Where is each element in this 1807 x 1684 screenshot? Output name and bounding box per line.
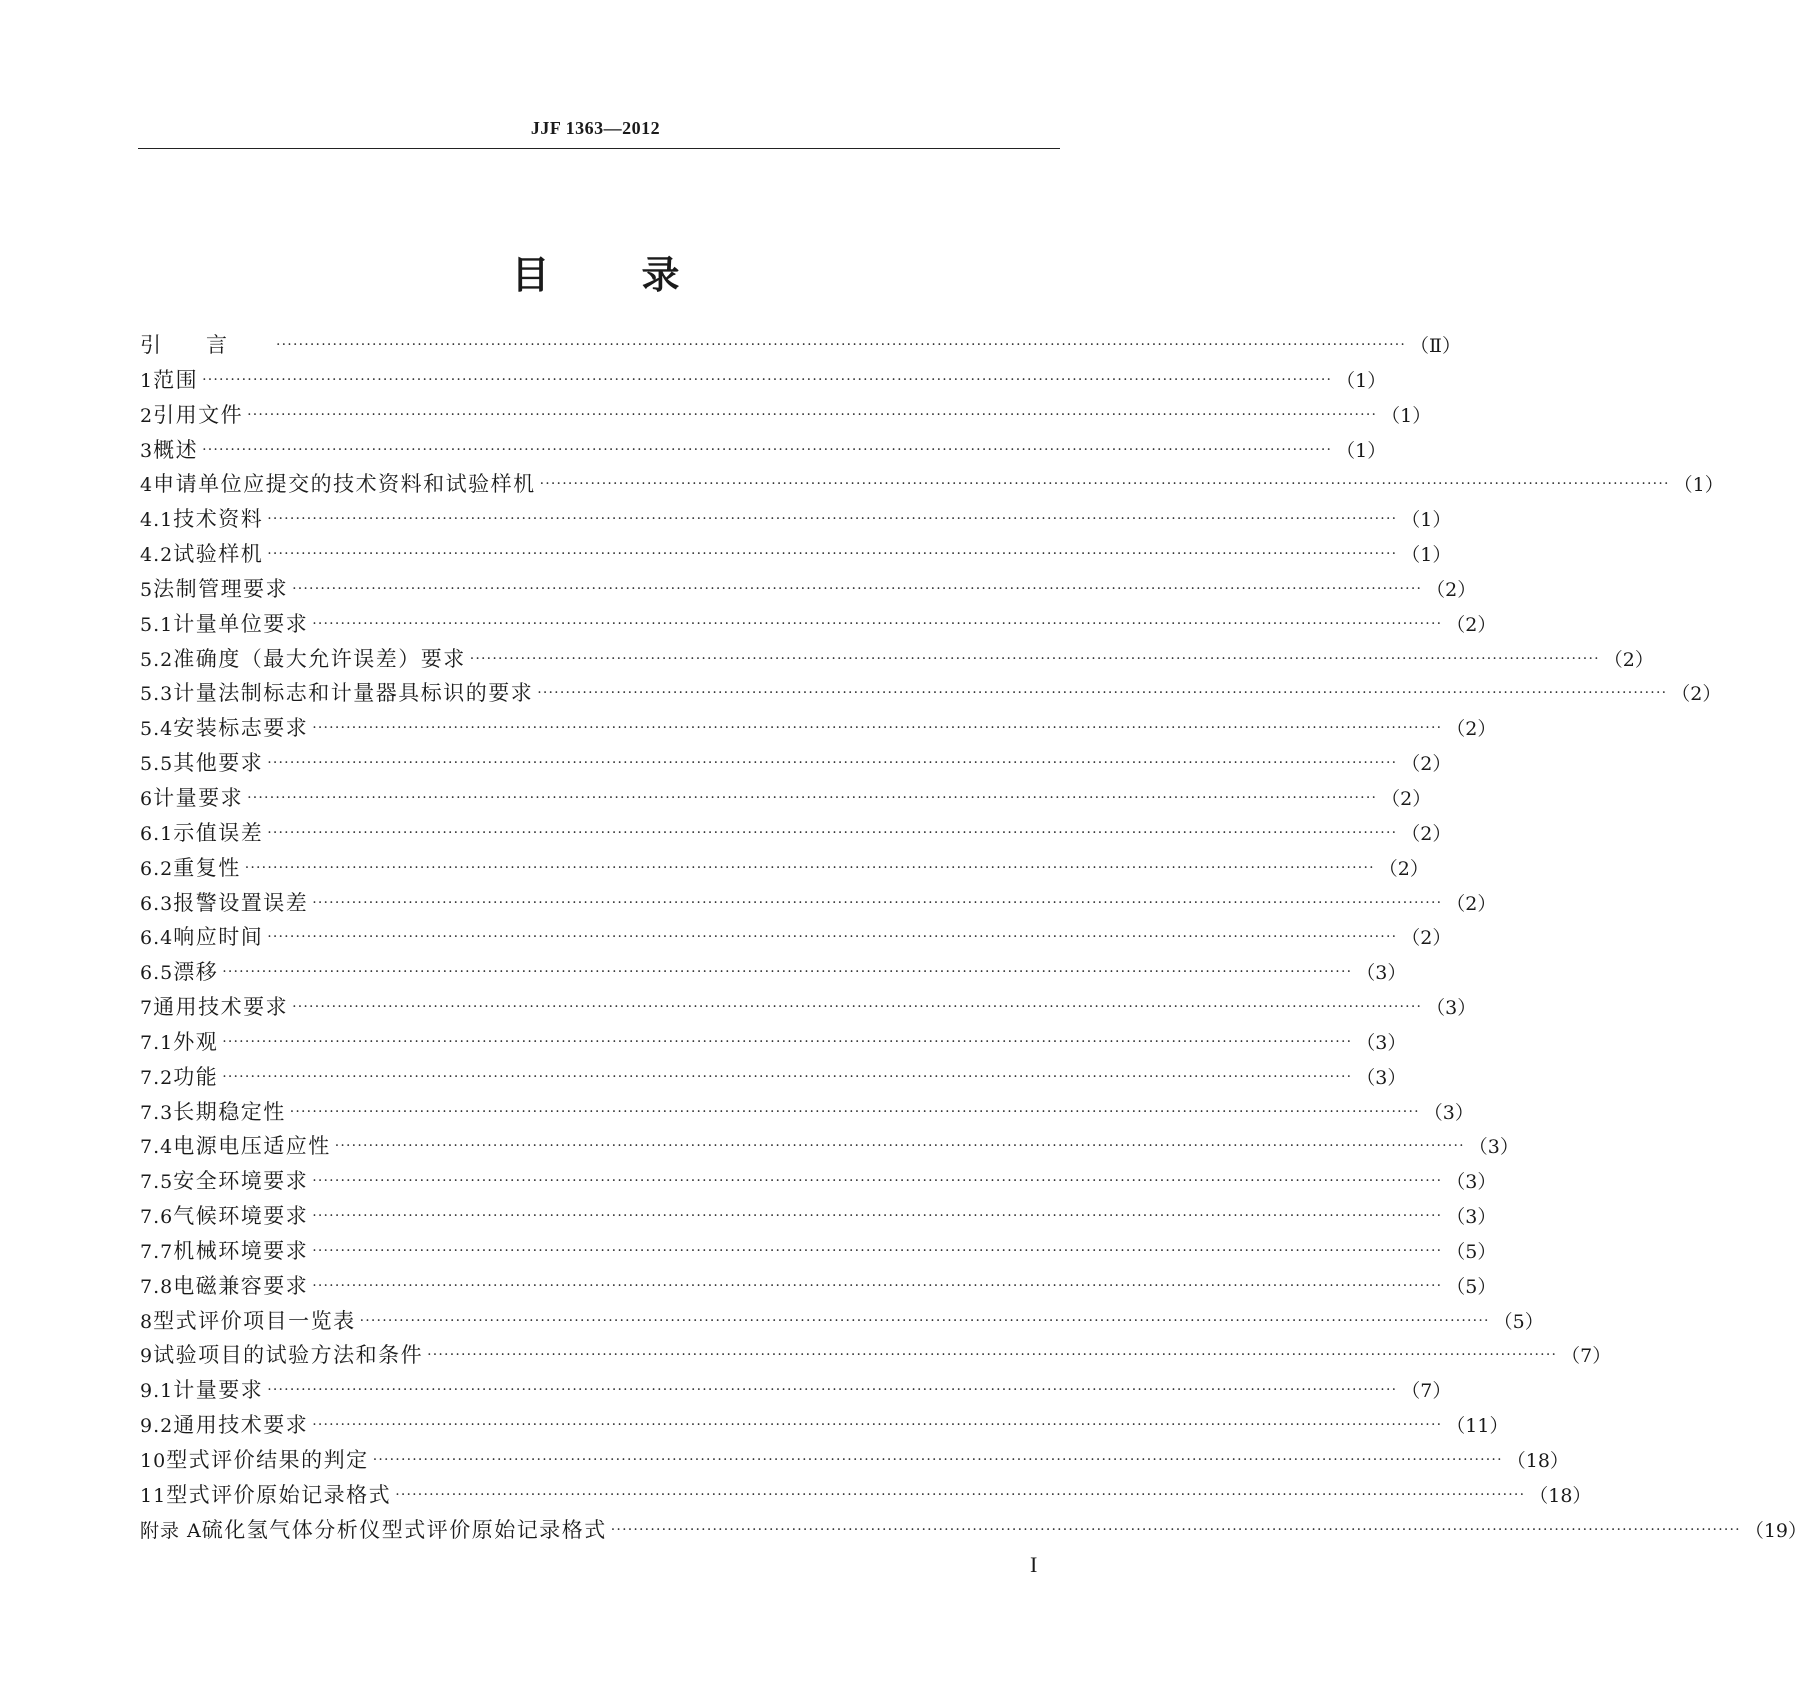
toc-entry[interactable] (140, 1025, 1407, 1060)
toc-entry-title: 机械环境要求 (173, 1238, 309, 1263)
toc-entry-number: 11 (140, 1484, 167, 1507)
toc-entry-number: 7.1 (140, 1031, 174, 1054)
toc-entry-page: （3） (1423, 1101, 1474, 1124)
toc-entry-page: （2） (1401, 927, 1452, 950)
toc-leader-dots: ········································································································································································································ (267, 546, 1398, 563)
toc-entry[interactable] (140, 920, 1452, 955)
toc-entry-page: （1） (1673, 474, 1724, 497)
toc-entry-number: 5.2 (140, 648, 174, 671)
toc-entry-title: 重复性 (173, 855, 241, 880)
header-rule (138, 148, 1060, 149)
toc-entry[interactable] (140, 572, 1477, 607)
toc-entry-number: 3 (140, 439, 154, 462)
toc-entry-number: 6.4 (140, 927, 174, 950)
toc-entry-title: 长期稳定性 (173, 1099, 286, 1124)
document-code-header: JJF 1363—2012 (530, 118, 661, 138)
toc-entry[interactable] (140, 1199, 1497, 1234)
toc-leader-dots: ········································································································································································································ (312, 894, 1443, 911)
toc-entry-number: 7.4 (140, 1136, 174, 1159)
toc-entry-number: 4 (140, 474, 154, 497)
toc-entry[interactable] (140, 955, 1407, 990)
toc-entry[interactable] (140, 1234, 1497, 1269)
toc-entry-page: （1） (1401, 509, 1452, 532)
toc-leader-dots: ········································································································································································································ (395, 1486, 1526, 1503)
toc-leader-dots: ········································································································································································································ (312, 720, 1443, 737)
toc-entry[interactable] (140, 502, 1452, 537)
page-number: I (1030, 1552, 1038, 1577)
toc-entry-number: 7 (140, 997, 154, 1020)
toc-entry-number: 4.2 (140, 544, 174, 567)
toc-entry-title: 通用技术要求 (153, 995, 289, 1020)
toc-entry[interactable] (140, 816, 1452, 851)
toc-entry-page: （2） (1401, 753, 1452, 776)
toc-entry[interactable] (140, 851, 1429, 886)
toc-leader-dots: ········································································································································································································ (312, 1173, 1443, 1190)
toc-entry[interactable] (140, 1408, 1509, 1443)
toc-entry-title: 电磁兼容要求 (173, 1273, 309, 1298)
toc-entry-title: 引言 (140, 333, 272, 357)
toc-entry[interactable] (140, 990, 1477, 1025)
toc-entry-title: 报警设置误差 (173, 890, 309, 915)
toc-entry[interactable] (140, 363, 1387, 398)
title-char-2: 录 (641, 253, 680, 297)
toc-leader-dots: ········································································································································································································ (267, 1382, 1398, 1399)
toc-entry-page: （2） (1401, 822, 1452, 845)
toc-entry-title: 安全环境要求 (173, 1169, 309, 1194)
toc-entry-number: 5.4 (140, 718, 174, 741)
toc-leader-dots: ········································································································································································································ (267, 929, 1398, 946)
toc-entry-title: 型式评价原始记录格式 (166, 1482, 392, 1507)
toc-entry-number: 5.5 (140, 753, 174, 776)
toc-entry-page: （1） (1336, 369, 1387, 392)
toc-entry-title: 型式评价项目一览表 (153, 1308, 356, 1333)
toc-entry-page: （2） (1381, 787, 1432, 810)
toc-entry-page: （11） (1446, 1415, 1509, 1438)
toc-entry-number: 4.1 (140, 509, 174, 532)
toc-entry-page: （2） (1378, 857, 1429, 880)
toc-entry-page: （7） (1401, 1380, 1452, 1403)
toc-entry-title: 法制管理要求 (153, 576, 289, 601)
toc-entry[interactable] (140, 1095, 1474, 1130)
toc-entry[interactable] (140, 746, 1452, 781)
toc-entry-title: 概述 (153, 437, 199, 462)
toc-entry-page: （18） (1506, 1450, 1569, 1472)
toc-leader-dots: ········································································································································································································ (267, 511, 1398, 528)
toc-leader-dots: ········································································································································································································ (267, 755, 1398, 772)
toc-entry[interactable] (140, 1304, 1544, 1339)
toc-entry-title: 引用文件 (153, 402, 244, 427)
toc-entry[interactable] (140, 642, 1654, 677)
toc-entry-title: 试验项目的试验方法和条件 (153, 1343, 424, 1368)
toc-entry-title: 气候环境要求 (173, 1204, 309, 1229)
toc-entry-title: 型式评价结果的判定 (166, 1448, 369, 1472)
toc-entry[interactable] (140, 1338, 1612, 1373)
toc-entry[interactable] (140, 886, 1497, 921)
toc-entry[interactable] (140, 398, 1432, 433)
table-of-contents (140, 328, 1807, 1548)
toc-entry-number: 9.2 (140, 1415, 174, 1438)
toc-entry-number: 7.8 (140, 1275, 174, 1298)
toc-entry-page: （3） (1468, 1136, 1519, 1159)
toc-entry-title: 计量单位要求 (173, 611, 309, 636)
toc-entry-title: 计量要求 (153, 785, 244, 810)
toc-entry-title: 通用技术要求 (173, 1413, 309, 1438)
toc-entry[interactable] (140, 607, 1497, 642)
toc-leader-dots: ········································································································································································································ (539, 476, 1670, 493)
toc-entry[interactable] (140, 1164, 1497, 1199)
toc-entry-title: 漂移 (173, 960, 219, 985)
toc-entry-number: 1 (140, 369, 154, 392)
toc-entry[interactable] (140, 1443, 1569, 1478)
toc-leader-dots: ········································································································································································································ (312, 1242, 1443, 1259)
toc-entry[interactable] (140, 1060, 1407, 1095)
toc-entry-title: 准确度（最大允许误差）要求 (173, 646, 466, 671)
toc-entry[interactable] (140, 711, 1497, 746)
toc-leader-dots: ········································································································································································································ (222, 964, 1353, 981)
toc-entry-number: 6.2 (140, 857, 174, 880)
toc-entry-number: 7.5 (140, 1171, 174, 1194)
toc-entry[interactable] (140, 433, 1387, 468)
toc-entry-number: 5.3 (140, 683, 174, 706)
toc-entry[interactable] (140, 1513, 1807, 1548)
toc-entry-page: （7） (1561, 1345, 1612, 1368)
toc-entry-page: （2） (1426, 578, 1477, 601)
toc-leader-dots: ········································································································································································································ (312, 1417, 1443, 1434)
toc-entry-title: 试验样机 (173, 542, 264, 567)
toc-entry-page: （3） (1356, 962, 1407, 985)
toc-entry-title: 申请单位应提交的技术资料和试验样机 (153, 472, 536, 497)
toc-entry-page: （3） (1356, 1066, 1407, 1089)
toc-entry-number: 7.6 (140, 1206, 174, 1229)
toc-leader-dots: ········································································································································································································ (222, 1033, 1353, 1050)
toc-leader-dots: ········································································································································································································ (222, 1068, 1353, 1085)
toc-entry-page: （2） (1446, 892, 1497, 915)
toc-entry[interactable] (140, 676, 1722, 711)
toc-entry-page: （2） (1603, 648, 1654, 671)
toc-entry-number: 9.1 (140, 1380, 174, 1403)
toc-entry-title: 其他要求 (173, 751, 264, 776)
toc-entry-number: 附录 A (140, 1519, 202, 1542)
toc-entry-title: 硫化氢气体分析仪型式评价原始记录格式 (201, 1517, 607, 1542)
toc-entry-page: （1） (1381, 404, 1432, 427)
toc-leader-dots: ········································································································································································································ (292, 580, 1423, 597)
toc-leader-dots: ········································································································································································································ (289, 1103, 1420, 1120)
toc-leader-dots: ········································································································································································································ (427, 1347, 1558, 1364)
toc-entry-number: 2 (140, 404, 154, 427)
toc-entry-title: 安装标志要求 (173, 716, 309, 741)
toc-entry[interactable] (140, 781, 1432, 816)
toc-entry-page: （3） (1426, 997, 1477, 1020)
toc-entry[interactable] (140, 1373, 1452, 1408)
toc-leader-dots: ········································································································································································································ (537, 685, 1668, 702)
toc-entry-page: （3） (1356, 1031, 1407, 1054)
toc-leader-dots: ········································································································································································································ (312, 1277, 1443, 1294)
toc-entry[interactable] (140, 467, 1724, 502)
toc-entry-title: 功能 (173, 1064, 219, 1089)
toc-entry-title: 外观 (173, 1029, 219, 1054)
toc-entry-number: 5 (140, 578, 154, 601)
toc-entry-number: 5.1 (140, 613, 174, 636)
toc-leader-dots: ········································································································································································································ (334, 1138, 1465, 1155)
toc-leader-dots: ········································································································································································································ (359, 1312, 1490, 1329)
toc-entry-page: （1） (1336, 439, 1387, 462)
toc-entry-page: （5） (1446, 1240, 1497, 1263)
toc-entry-number: 6.1 (140, 822, 174, 845)
toc-leader-dots: ········································································································································································································ (372, 1452, 1503, 1468)
toc-entry-title: 响应时间 (173, 925, 264, 950)
toc-leader-dots: ········································································································································································································ (312, 615, 1443, 632)
toc-entry-page: （Ⅱ） (1410, 335, 1461, 357)
toc-entry-page: （5） (1446, 1275, 1497, 1298)
toc-entry-title: 电源电压适应性 (173, 1134, 331, 1159)
toc-entry-number: 9 (140, 1345, 154, 1368)
toc-leader-dots: ········································································································································································································ (202, 371, 1333, 388)
toc-entry-page: （2） (1671, 683, 1722, 706)
toc-entry[interactable] (140, 537, 1452, 572)
toc-entry-title: 计量要求 (173, 1378, 264, 1403)
toc-entry-number: 10 (140, 1450, 167, 1472)
toc-leader-dots: ········································································································································································································ (292, 999, 1423, 1016)
toc-entry-page: （3） (1446, 1171, 1497, 1194)
toc-entry-page: （5） (1493, 1310, 1544, 1333)
toc-entry-number: 7.3 (140, 1101, 174, 1124)
toc-entry-number: 6.5 (140, 962, 174, 985)
toc-entry-title: 范围 (153, 367, 199, 392)
toc-entry-number: 7.2 (140, 1066, 174, 1089)
toc-entry-number: 7.7 (140, 1240, 174, 1263)
page-title (0, 244, 1191, 299)
toc-entry-page: （2） (1446, 613, 1497, 636)
toc-leader-dots: ········································································································································································································ (247, 406, 1378, 423)
toc-entry-number: 8 (140, 1310, 154, 1333)
toc-leader-dots: ········································································································································································································ (247, 789, 1378, 806)
toc-entry-title: 技术资料 (173, 507, 264, 532)
title-char-1: 目 (511, 253, 550, 297)
toc-entry-title: 计量法制标志和计量器具标识的要求 (173, 681, 534, 706)
toc-leader-dots: ········································································································································································································ (276, 337, 1407, 353)
toc-entry-page: （2） (1446, 718, 1497, 741)
toc-entry-title: 示值误差 (173, 820, 264, 845)
toc-entry-page: （18） (1529, 1484, 1592, 1507)
toc-entry-number: 6.3 (140, 892, 174, 915)
toc-entry-page: （19） (1744, 1519, 1807, 1542)
toc-leader-dots: ········································································································································································································ (312, 1208, 1443, 1225)
toc-leader-dots: ········································································································································································································ (469, 650, 1600, 667)
toc-leader-dots: ········································································································································································································ (244, 859, 1375, 876)
toc-leader-dots: ········································································································································································································ (610, 1521, 1741, 1538)
toc-entry-page: （3） (1446, 1206, 1497, 1229)
toc-leader-dots: ········································································································································································································ (202, 441, 1333, 458)
toc-entry-number: 6 (140, 787, 154, 810)
toc-leader-dots: ········································································································································································································ (267, 824, 1398, 841)
toc-entry[interactable] (140, 1269, 1497, 1304)
toc-entry[interactable] (140, 328, 1461, 363)
toc-entry-page: （1） (1401, 544, 1452, 567)
toc-entry[interactable] (140, 1478, 1592, 1513)
toc-entry[interactable] (140, 1129, 1519, 1164)
